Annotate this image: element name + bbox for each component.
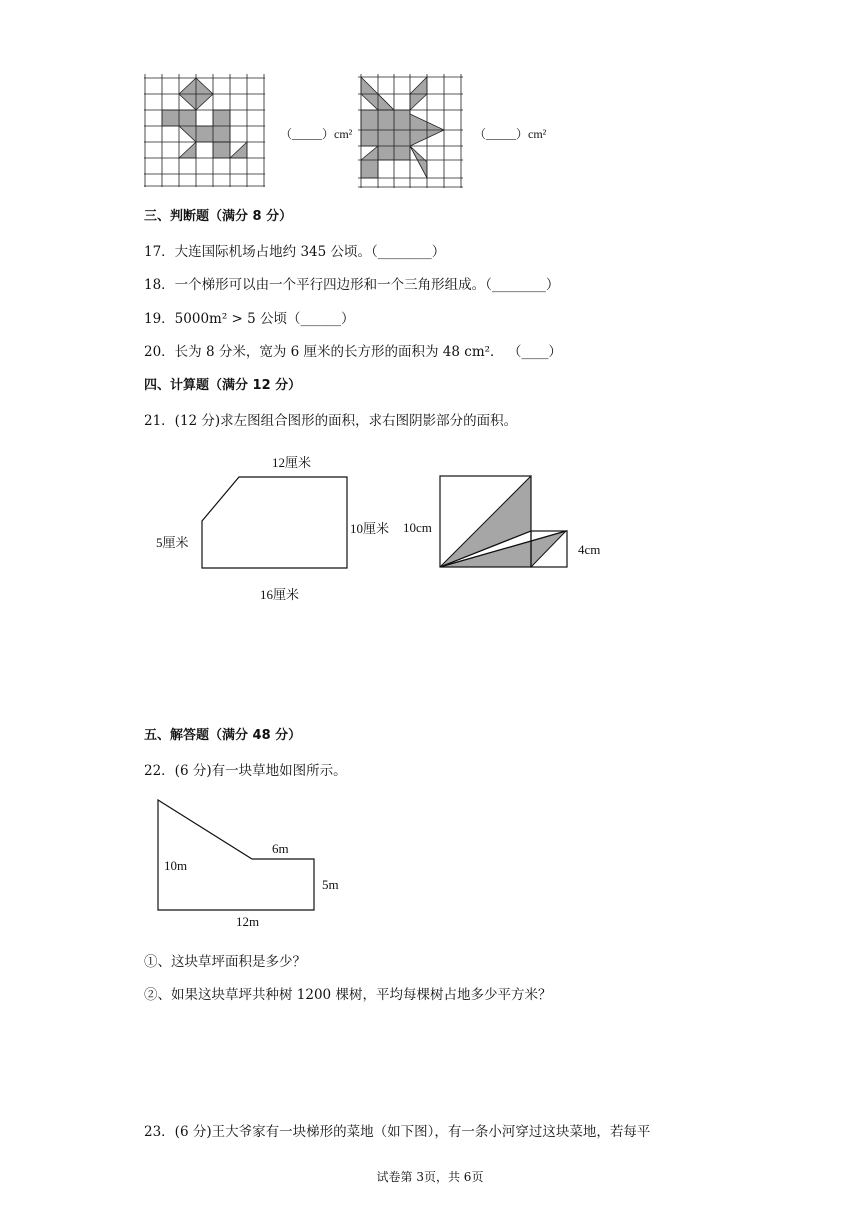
page-footer: 试卷第 3页，共 6页	[376, 1170, 484, 1184]
answer-blank-2: （_____）cm²	[474, 127, 547, 141]
answer-blank-1: （_____）cm²	[280, 127, 353, 141]
fig22-left-label: 10m	[164, 858, 188, 873]
question-19: 19．5000m² > 5 公顷（______）	[144, 311, 355, 327]
section-3-heading: 三、判断题（满分 8 分）	[144, 209, 293, 224]
grid-figure-1	[144, 74, 270, 188]
fig22-right-label: 5m	[322, 877, 339, 892]
section-5-heading: 五、解答题（满分 48 分）	[144, 728, 302, 743]
question-23: 23．(6 分)王大爷家有一块梯形的菜地（如下图），有一条小河穿过这块菜地，若每平	[144, 1124, 651, 1140]
fig22-top-label: 6m	[272, 841, 289, 856]
fig22-bottom-label: 12m	[236, 914, 260, 929]
figure-21-composite-shape	[196, 470, 356, 574]
question-22-part-1: ①、这块草坪面积是多少？	[144, 954, 306, 970]
fig21-bottom-label: 16厘米	[260, 587, 300, 602]
question-22: 22．(6 分)有一块草地如图所示。	[144, 763, 347, 779]
section-4-heading: 四、计算题（满分 12 分）	[144, 378, 302, 393]
question-17: 17．大连国际机场占地约 345 公顷。（________）	[144, 244, 446, 260]
grid-figure-2	[358, 74, 468, 190]
fig21-top-label: 12厘米	[272, 455, 312, 470]
figure-22-grassland	[154, 796, 320, 916]
question-18: 18．一个梯形可以由一个平行四边形和一个三角形组成。（________）	[144, 277, 560, 293]
fig21-right-left-label: 10cm	[403, 520, 432, 535]
figure-21-shaded-figure	[436, 472, 572, 572]
fig21-left-label: 5厘米	[156, 535, 189, 550]
question-21: 21．(12 分)求左图组合图形的面积，求右图阴影部分的面积。	[144, 413, 518, 429]
fig21-right-label: 10厘米	[350, 521, 390, 536]
question-22-part-2: ②、如果这块草坪共种树 1200 棵树，平均每棵树占地多少平方米？	[144, 987, 552, 1003]
fig21-right-right-label: 4cm	[578, 542, 601, 557]
question-20: 20．长为 8 分米，宽为 6 厘米的长方形的面积为 48 cm²． （____）	[144, 344, 562, 360]
